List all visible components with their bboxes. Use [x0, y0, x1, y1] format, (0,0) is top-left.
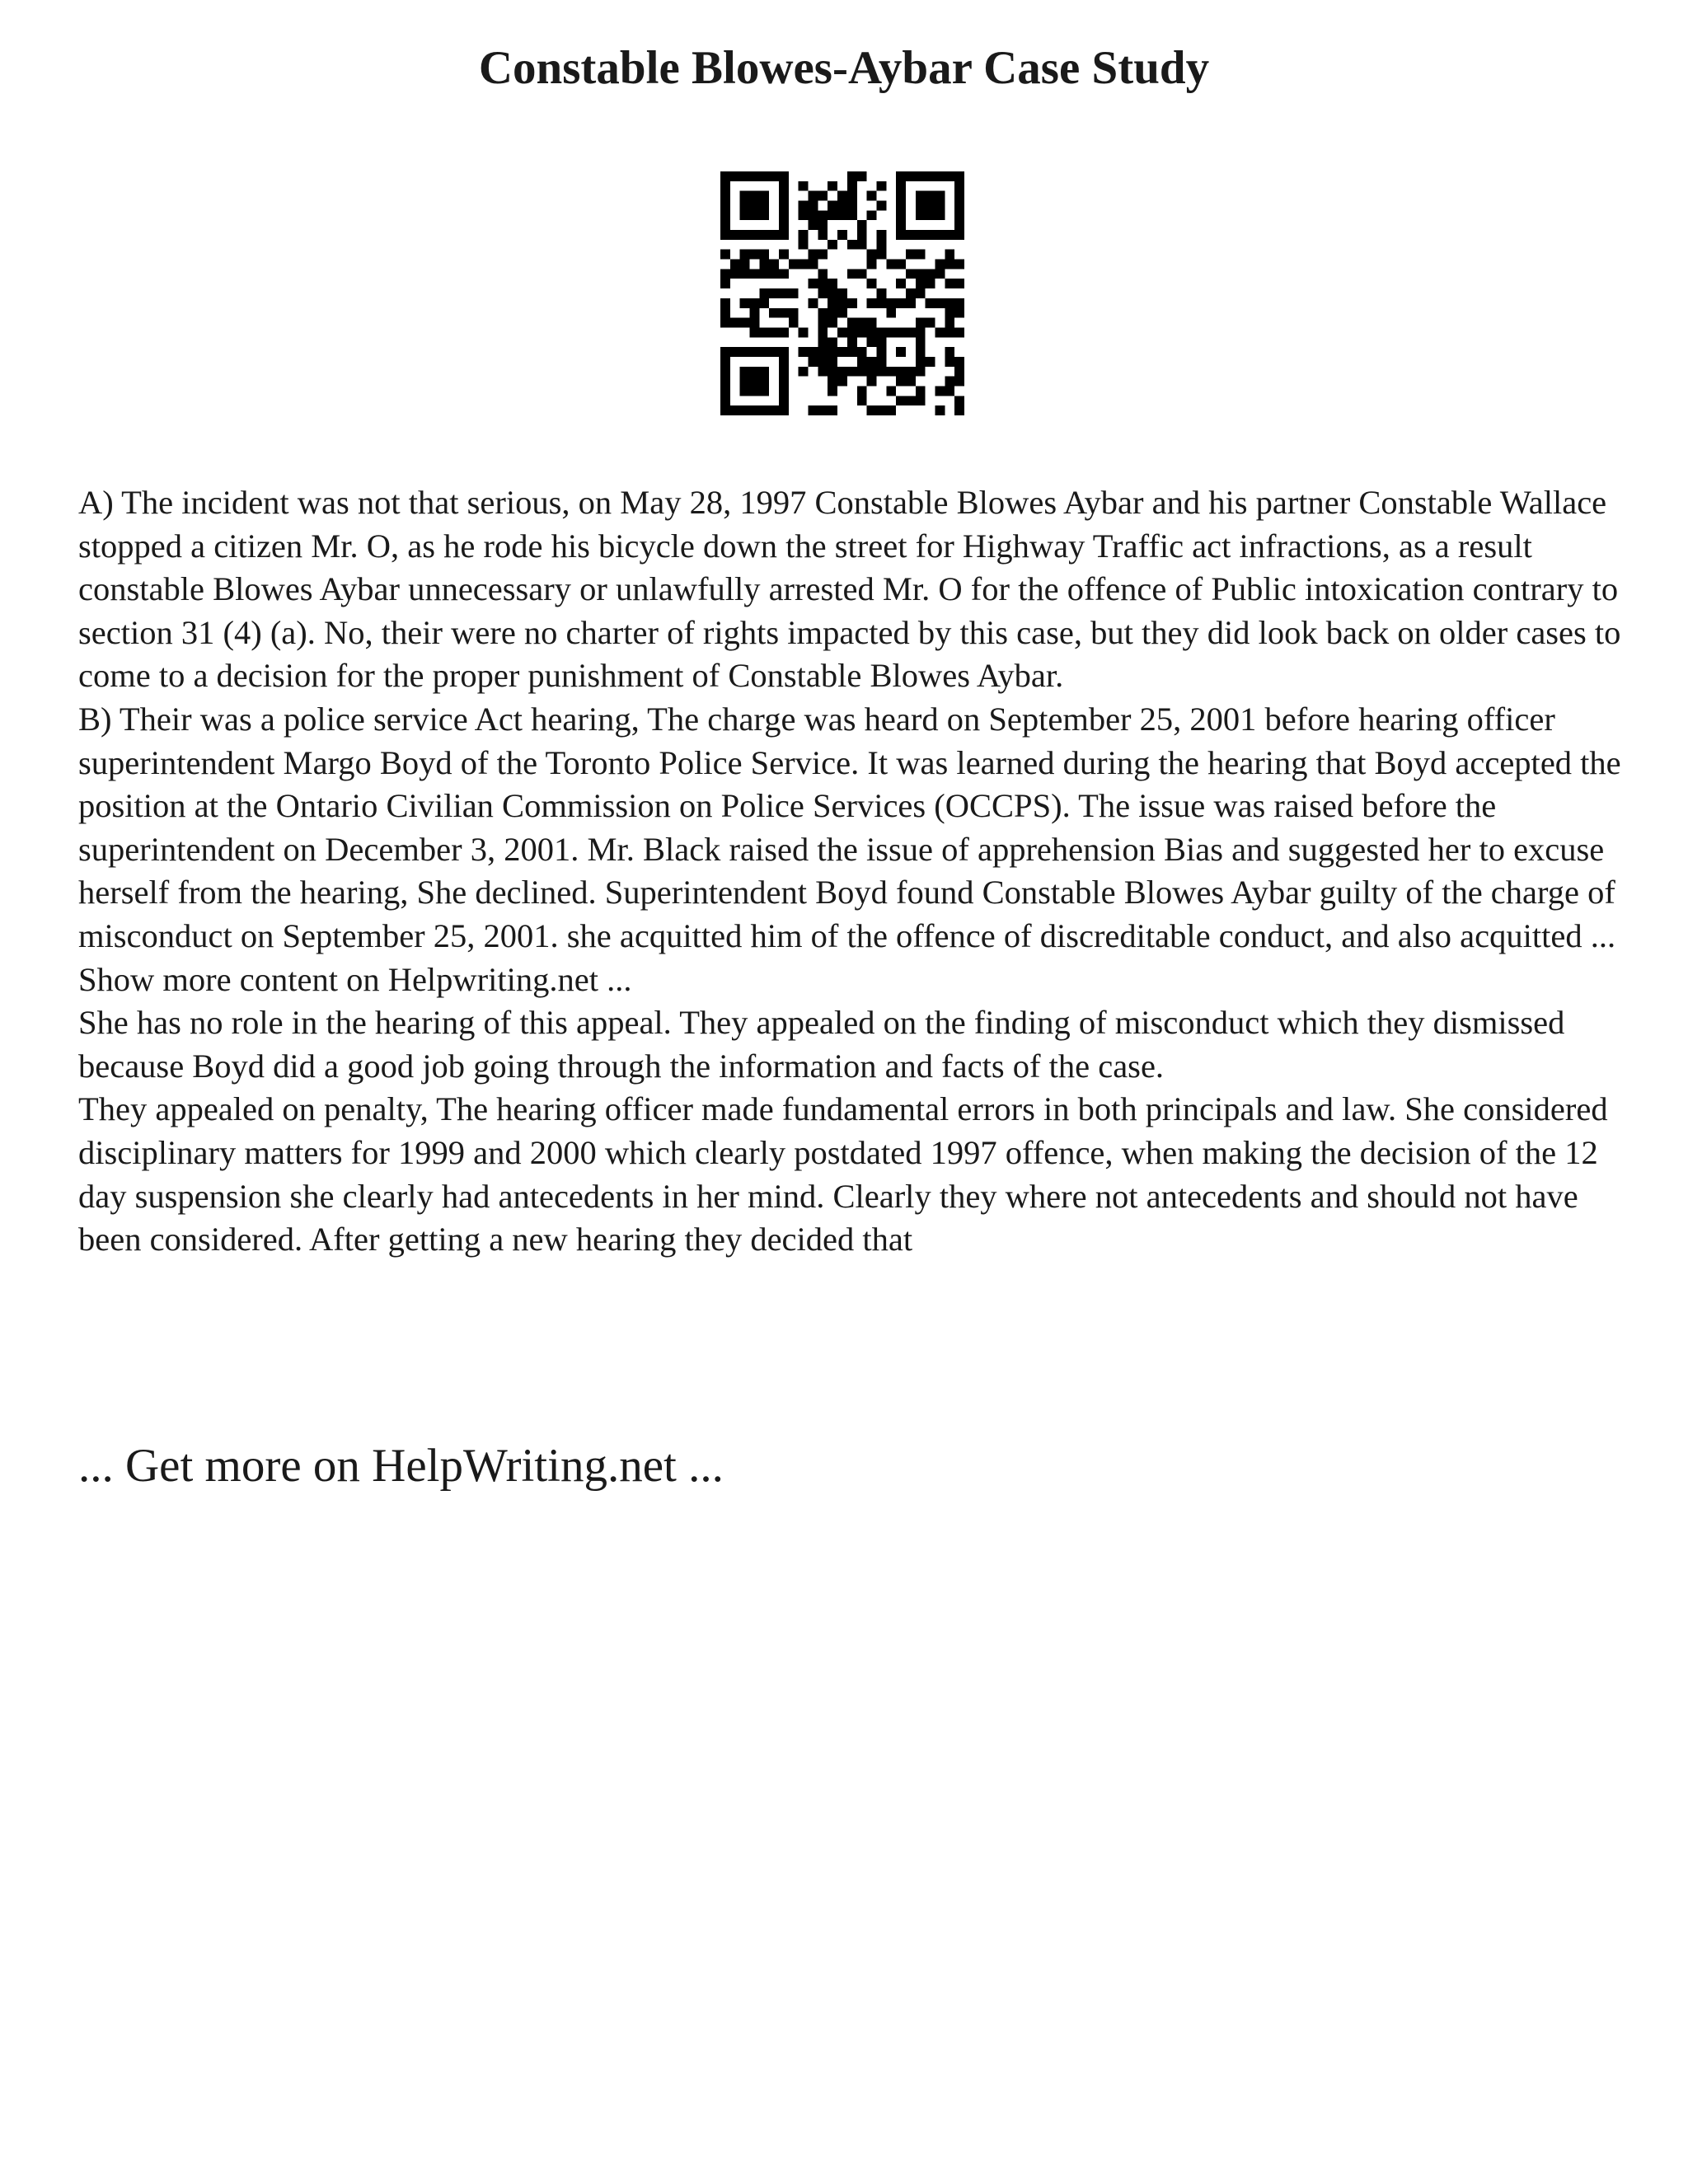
paragraph-penalty: They appealed on penalty, The hearing officer made fundamental errors in both principals and law. She considered disciplinary matters for 1999 and 2000 which clearly postdated 1997 offence, when making the decision of the 12 day suspension she clearly had antecedents in her mind. Clearly they where not antecedents and should not have been considered. After getting a new hearing they decided that — [78, 1090, 1608, 1258]
qr-code-icon — [720, 171, 964, 415]
paragraph-b: B) Their was a police service Act hearing, The charge was heard on September 25, 2001 before hearing officer superintendent Margo Boyd of the Toronto Police Service. It was learned during the hearing that Boyd accepted the position at the Ontario Civilian Commission on Police Services (OCCPS). The issue was raised before the superintendent on December 3, 2001. Mr. Black raised the issue of apprehension Bias and suggested her to excuse herself from the hearing, She declined. Superintendent Boyd found Constable Blowes Aybar guilty of the charge of misconduct on September 25, 2001. she acquitted him of the offence of discreditable conduct, and also acquitted ... Show more content on Helpwriting.net ... — [78, 700, 1621, 998]
get-more-link[interactable]: ... Get more on HelpWriting.net ... — [78, 1440, 724, 1492]
document-title: Constable Blowes-Aybar Case Study — [478, 42, 1210, 94]
paragraph-a: A) The incident was not that serious, on May 28, 1997 Constable Blowes Aybar and his partner Constable Wallace stopped a citizen Mr. O, as he rode his bicycle down the street for Highway Traffic act infractions, as a result constable Blowes Aybar unnecessary or unlawfully arrested Mr. O for the offence of Public intoxication contrary to section 31 (4) (a). No, their were no charter of rights impacted by this case, but they did look back on older cases to come to a decision for the proper punishment of Constable Blowes Aybar. — [78, 484, 1621, 695]
paragraph-appeal: She has no role in the hearing of this appeal. They appealed on the finding of misconduct which they dismissed because Boyd did a good job going through the information and facts of the case. — [78, 1004, 1565, 1085]
document-body — [78, 481, 1628, 1262]
